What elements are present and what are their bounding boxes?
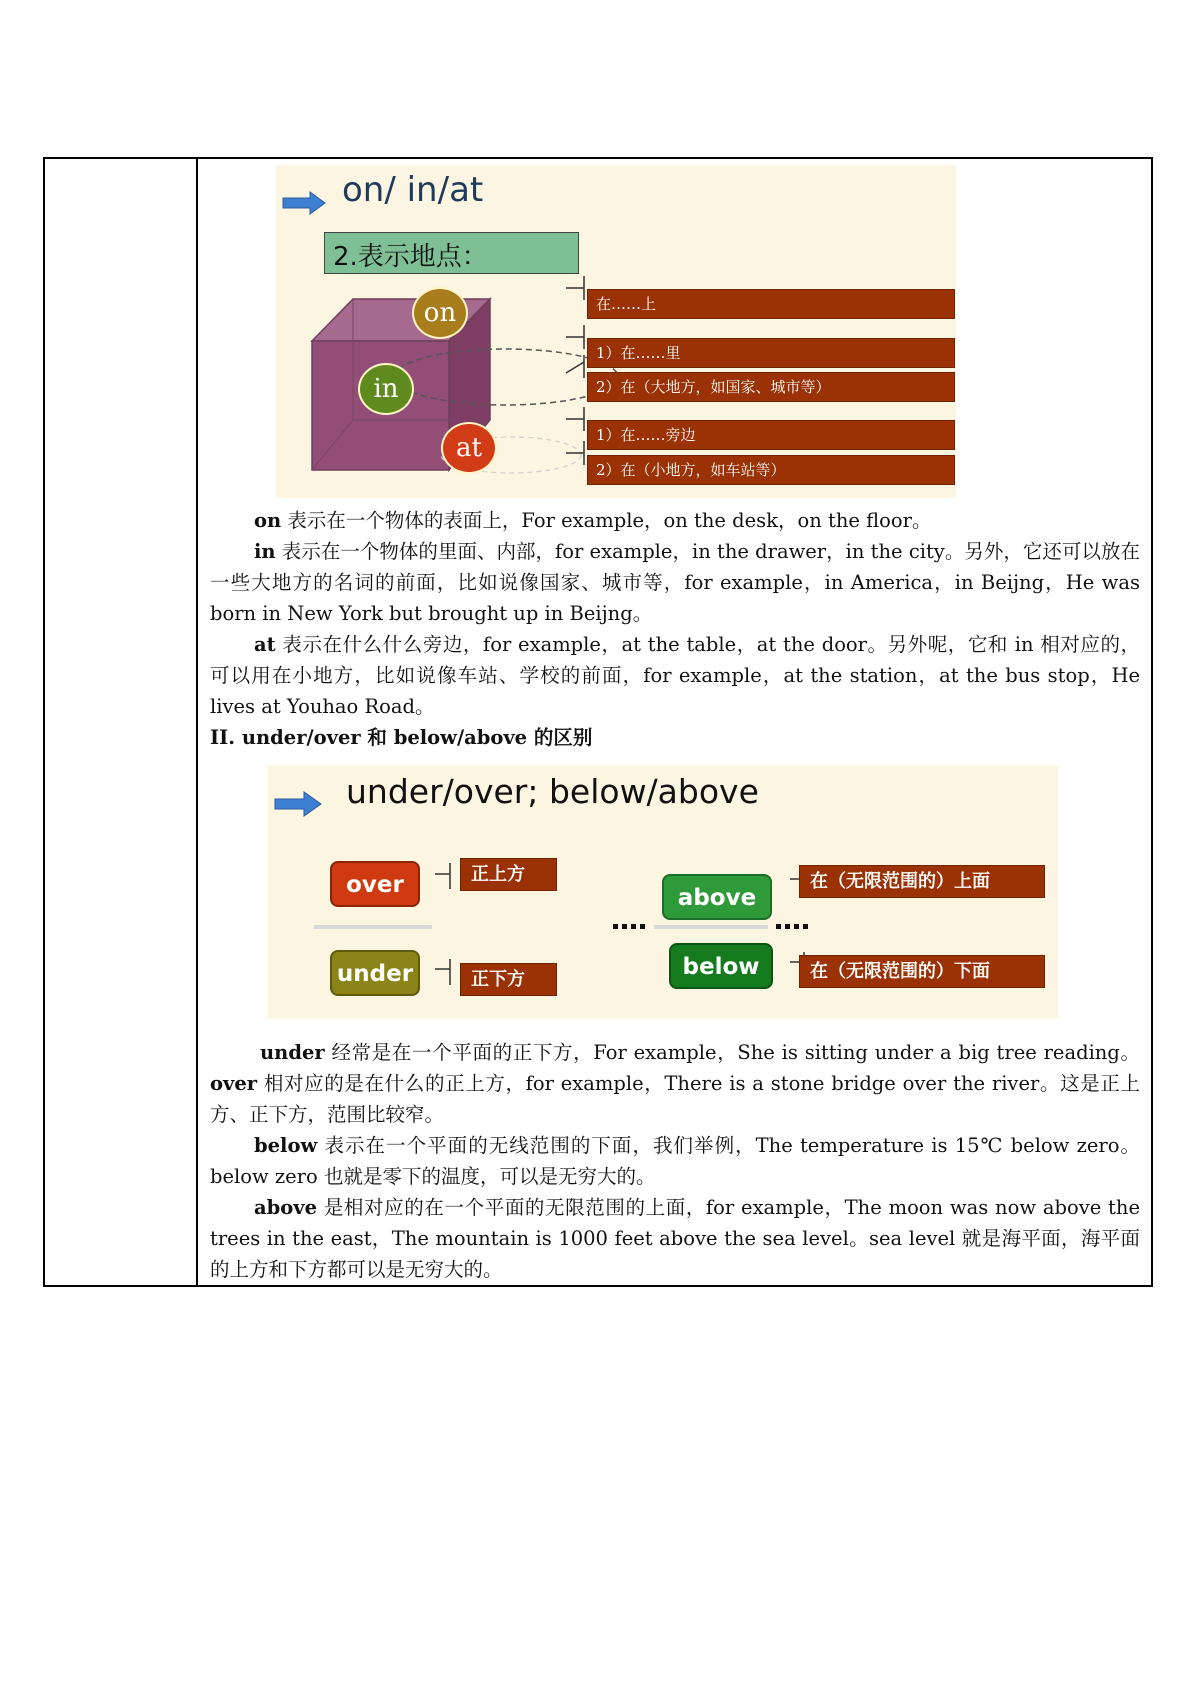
on-circle: on: [412, 287, 468, 339]
under-meaning-bar: 正下方: [460, 963, 557, 996]
at-meaning-bar-2: 2）在（小地方，如车站等）: [587, 455, 955, 485]
over-pill: over: [330, 861, 420, 907]
paragraphs-on-in-at: [210, 505, 1140, 722]
section-heading: II. under/over 和 below/above 的区别: [210, 726, 593, 749]
at-circle: at: [441, 422, 497, 474]
paragraph-in: in 表示在一个物体的里面、内部，for example，in the drawer，in the city。另外，它还可以放在一些大地方的名词的前面，比如说像国家、城市等，for example，in America，in Beijng，He was born in New York but brought up in Beijng。: [210, 540, 1140, 625]
in-circle: in: [358, 363, 414, 415]
slide1-title: on/ in/at: [342, 170, 484, 210]
slide1-subtitle: 2.表示地点：: [324, 232, 579, 274]
under-pill: under: [330, 950, 420, 996]
below-meaning-bar: 在（无限范围的）下面: [799, 955, 1045, 988]
paragraph-below: below 表示在一个平面的无线范围的下面，我们举例，The temperature is 15℃ below zero。below zero 也就是零下的温度，可以是无穷大的。: [210, 1134, 1140, 1188]
above-meaning-bar: 在（无限范围的）上面: [799, 865, 1045, 898]
below-pill: below: [669, 943, 773, 989]
paragraph-at: at 表示在什么什么旁边，for example，at the table，at the door。另外呢，它和 in 相对应的，可以用在小地方，比如说像车站、学校的前面，for example，at the station，at the bus stop，He lives at Youhao Road。: [210, 633, 1140, 718]
paragraph-on: on 表示在一个物体的表面上，For example，on the desk，on the floor。: [254, 509, 932, 532]
paragraph-above: above 是相对应的在一个平面的无限范围的上面，for example，The moon was now above the trees in the east，The mountain is 1000 feet above the sea level。sea level 就是海平面，海平面的上方和下方都可以是无穷大的。: [210, 1196, 1140, 1281]
column-divider: [196, 157, 198, 1287]
at-meaning-bar-1: 1）在……旁边: [587, 420, 955, 450]
paragraph-under-over: under 经常是在一个平面的正下方，For example，She is sitting under a big tree reading。over 相对应的是在什么的正上方，for example，There is a stone bridge over the river。这是正上方、正下方，范围比较窄。: [210, 1041, 1140, 1126]
in-meaning-bar-2: 2）在（大地方，如国家、城市等）: [587, 372, 955, 402]
slide2-title: under/over; below/above: [346, 772, 759, 811]
on-meaning-bar: 在……上: [587, 289, 955, 319]
above-pill: above: [662, 874, 772, 920]
paragraphs-under-over: [210, 1037, 1140, 1285]
over-meaning-bar: 正上方: [460, 858, 557, 891]
in-meaning-bar-1: 1）在……里: [587, 338, 955, 368]
